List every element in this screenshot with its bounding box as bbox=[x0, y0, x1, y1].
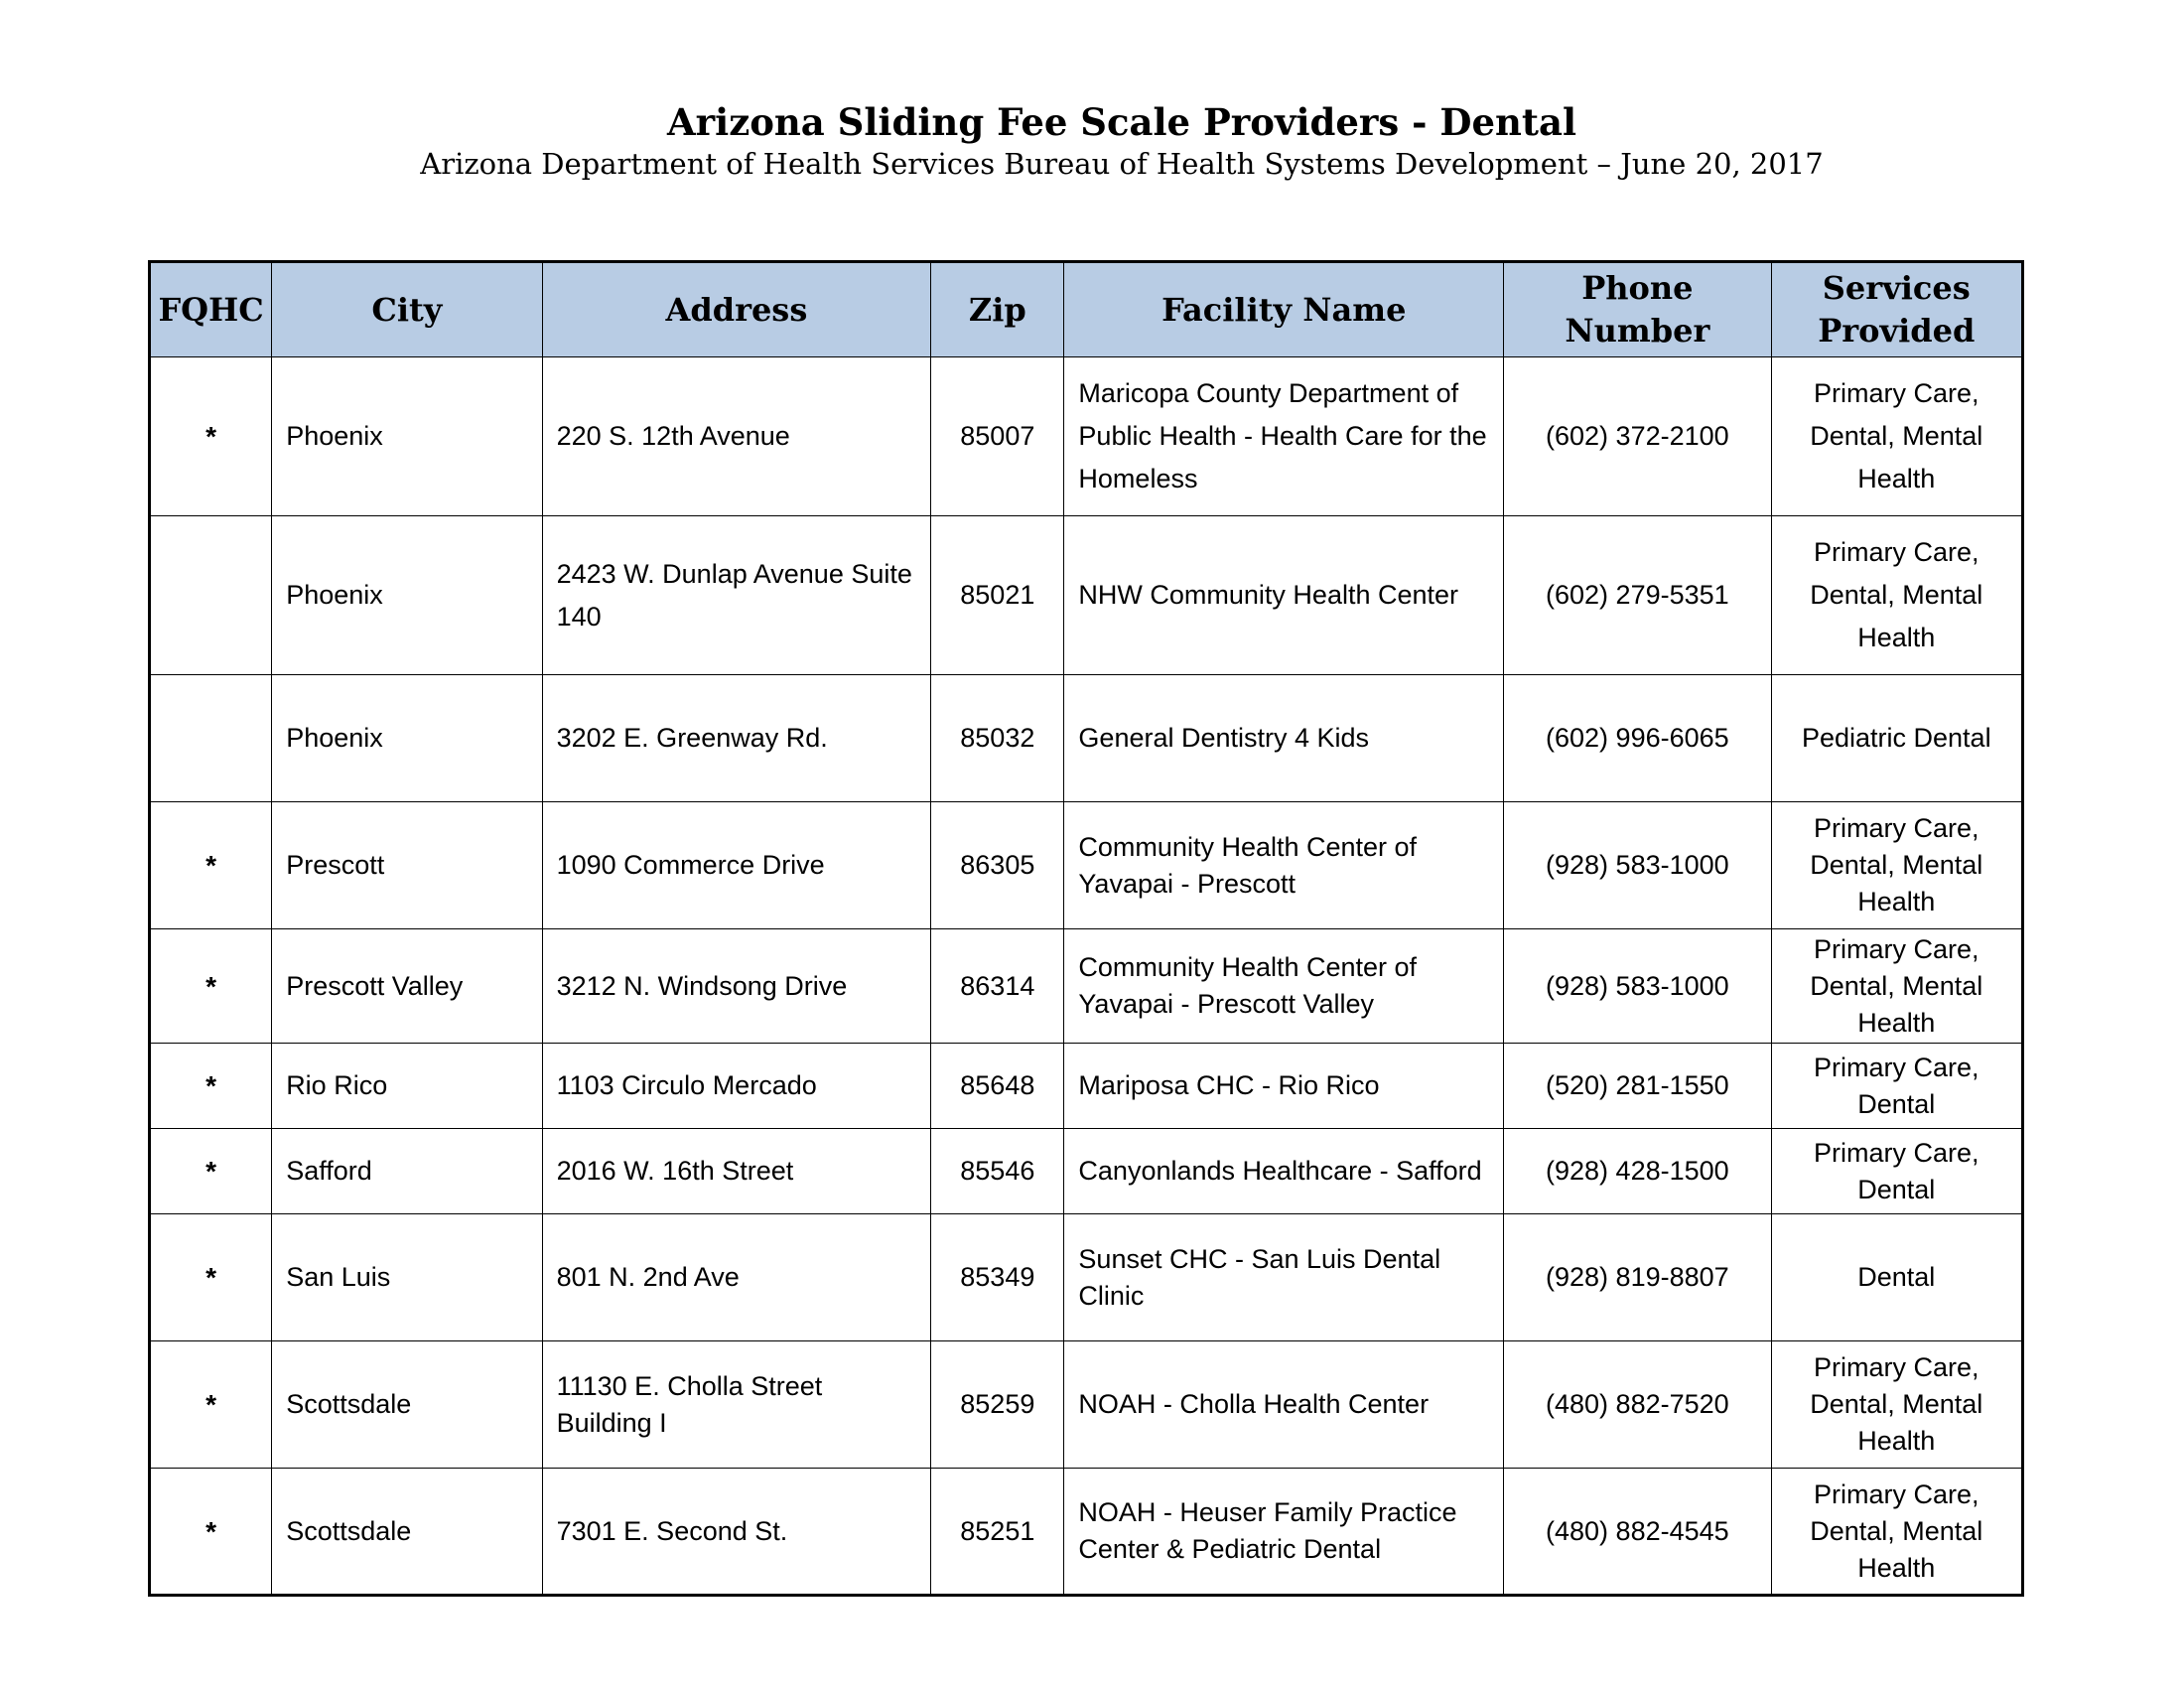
address-cell: 7301 E. Second St. bbox=[542, 1469, 931, 1596]
table-row bbox=[150, 1044, 2023, 1129]
services-cell: Primary Care, Dental, Mental Health bbox=[1771, 516, 2022, 675]
zip-cell: 85032 bbox=[931, 675, 1064, 802]
table-row bbox=[150, 516, 2023, 675]
column-header-services-provided: Services Provided bbox=[1771, 262, 2022, 357]
phone-cell: (480) 882-7520 bbox=[1504, 1341, 1771, 1469]
table-row bbox=[150, 1214, 2023, 1341]
facility-name-cell: Community Health Center of Yavapai - Prescott Valley bbox=[1064, 929, 1504, 1044]
phone-cell: (480) 882-4545 bbox=[1504, 1469, 1771, 1596]
facility-name-cell: NHW Community Health Center bbox=[1064, 516, 1504, 675]
phone-cell: (928) 583-1000 bbox=[1504, 929, 1771, 1044]
fqhc-cell: * bbox=[150, 802, 272, 929]
address-cell: 11130 E. Cholla Street Building I bbox=[542, 1341, 931, 1469]
table-row bbox=[150, 802, 2023, 929]
services-cell: Primary Care, Dental, Mental Health bbox=[1771, 802, 2022, 929]
fqhc-cell bbox=[150, 516, 272, 675]
city-cell: Phoenix bbox=[272, 516, 542, 675]
zip-cell: 85546 bbox=[931, 1129, 1064, 1214]
fqhc-cell bbox=[150, 675, 272, 802]
city-cell: Scottsdale bbox=[272, 1469, 542, 1596]
address-cell: 801 N. 2nd Ave bbox=[542, 1214, 931, 1341]
address-cell: 2423 W. Dunlap Avenue Suite 140 bbox=[542, 516, 931, 675]
address-cell: 220 S. 12th Avenue bbox=[542, 357, 931, 516]
services-cell: Dental bbox=[1771, 1214, 2022, 1341]
column-header-zip: Zip bbox=[931, 262, 1064, 357]
phone-cell: (602) 372-2100 bbox=[1504, 357, 1771, 516]
zip-cell: 85007 bbox=[931, 357, 1064, 516]
services-cell: Primary Care, Dental bbox=[1771, 1044, 2022, 1129]
fqhc-cell: * bbox=[150, 1129, 272, 1214]
providers-table bbox=[148, 260, 2024, 1597]
address-cell: 2016 W. 16th Street bbox=[542, 1129, 931, 1214]
zip-cell: 85648 bbox=[931, 1044, 1064, 1129]
table-row bbox=[150, 675, 2023, 802]
city-cell: Safford bbox=[272, 1129, 542, 1214]
column-header-fqhc: FQHC bbox=[150, 262, 272, 357]
address-cell: 3212 N. Windsong Drive bbox=[542, 929, 931, 1044]
city-cell: Prescott bbox=[272, 802, 542, 929]
column-header-phone-number: Phone Number bbox=[1504, 262, 1771, 357]
services-cell: Primary Care, Dental, Mental Health bbox=[1771, 357, 2022, 516]
providers-table-container bbox=[148, 260, 2024, 1597]
city-cell: Scottsdale bbox=[272, 1341, 542, 1469]
address-cell: 1090 Commerce Drive bbox=[542, 802, 931, 929]
facility-name-cell: Mariposa CHC - Rio Rico bbox=[1064, 1044, 1504, 1129]
zip-cell: 85349 bbox=[931, 1214, 1064, 1341]
phone-cell: (602) 996-6065 bbox=[1504, 675, 1771, 802]
phone-cell: (520) 281-1550 bbox=[1504, 1044, 1771, 1129]
column-header-address: Address bbox=[542, 262, 931, 357]
facility-name-cell: General Dentistry 4 Kids bbox=[1064, 675, 1504, 802]
phone-cell: (602) 279-5351 bbox=[1504, 516, 1771, 675]
page-title: Arizona Sliding Fee Scale Providers - Dental bbox=[666, 100, 1577, 144]
zip-cell: 86305 bbox=[931, 802, 1064, 929]
column-header-facility-name: Facility Name bbox=[1064, 262, 1504, 357]
table-row bbox=[150, 929, 2023, 1044]
zip-cell: 85021 bbox=[931, 516, 1064, 675]
services-cell: Primary Care, Dental, Mental Health bbox=[1771, 1469, 2022, 1596]
page-header bbox=[0, 99, 2184, 183]
city-cell: Phoenix bbox=[272, 675, 542, 802]
phone-cell: (928) 583-1000 bbox=[1504, 802, 1771, 929]
fqhc-cell: * bbox=[150, 1044, 272, 1129]
services-cell: Pediatric Dental bbox=[1771, 675, 2022, 802]
address-cell: 3202 E. Greenway Rd. bbox=[542, 675, 931, 802]
city-cell: San Luis bbox=[272, 1214, 542, 1341]
table-row bbox=[150, 357, 2023, 516]
fqhc-cell: * bbox=[150, 357, 272, 516]
city-cell: Rio Rico bbox=[272, 1044, 542, 1129]
services-cell: Primary Care, Dental, Mental Health bbox=[1771, 1341, 2022, 1469]
address-cell: 1103 Circulo Mercado bbox=[542, 1044, 931, 1129]
facility-name-cell: Maricopa County Department of Public Health - Health Care for the Homeless bbox=[1064, 357, 1504, 516]
table-row bbox=[150, 1469, 2023, 1596]
zip-cell: 86314 bbox=[931, 929, 1064, 1044]
fqhc-cell: * bbox=[150, 929, 272, 1044]
fqhc-cell: * bbox=[150, 1469, 272, 1596]
city-cell: Prescott Valley bbox=[272, 929, 542, 1044]
fqhc-cell: * bbox=[150, 1214, 272, 1341]
services-cell: Primary Care, Dental, Mental Health bbox=[1771, 929, 2022, 1044]
column-header-city: City bbox=[272, 262, 542, 357]
page-subtitle: Arizona Department of Health Services Bureau of Health Systems Development – June 20, 2017 bbox=[420, 147, 1824, 181]
fqhc-cell: * bbox=[150, 1341, 272, 1469]
phone-cell: (928) 428-1500 bbox=[1504, 1129, 1771, 1214]
facility-name-cell: NOAH - Heuser Family Practice Center & Pediatric Dental bbox=[1064, 1469, 1504, 1596]
phone-cell: (928) 819-8807 bbox=[1504, 1214, 1771, 1341]
table-row bbox=[150, 1341, 2023, 1469]
facility-name-cell: Sunset CHC - San Luis Dental Clinic bbox=[1064, 1214, 1504, 1341]
city-cell: Phoenix bbox=[272, 357, 542, 516]
zip-cell: 85259 bbox=[931, 1341, 1064, 1469]
facility-name-cell: Canyonlands Healthcare - Safford bbox=[1064, 1129, 1504, 1214]
zip-cell: 85251 bbox=[931, 1469, 1064, 1596]
services-cell: Primary Care, Dental bbox=[1771, 1129, 2022, 1214]
facility-name-cell: NOAH - Cholla Health Center bbox=[1064, 1341, 1504, 1469]
table-header-row bbox=[150, 262, 2023, 357]
facility-name-cell: Community Health Center of Yavapai - Prescott bbox=[1064, 802, 1504, 929]
table-row bbox=[150, 1129, 2023, 1214]
